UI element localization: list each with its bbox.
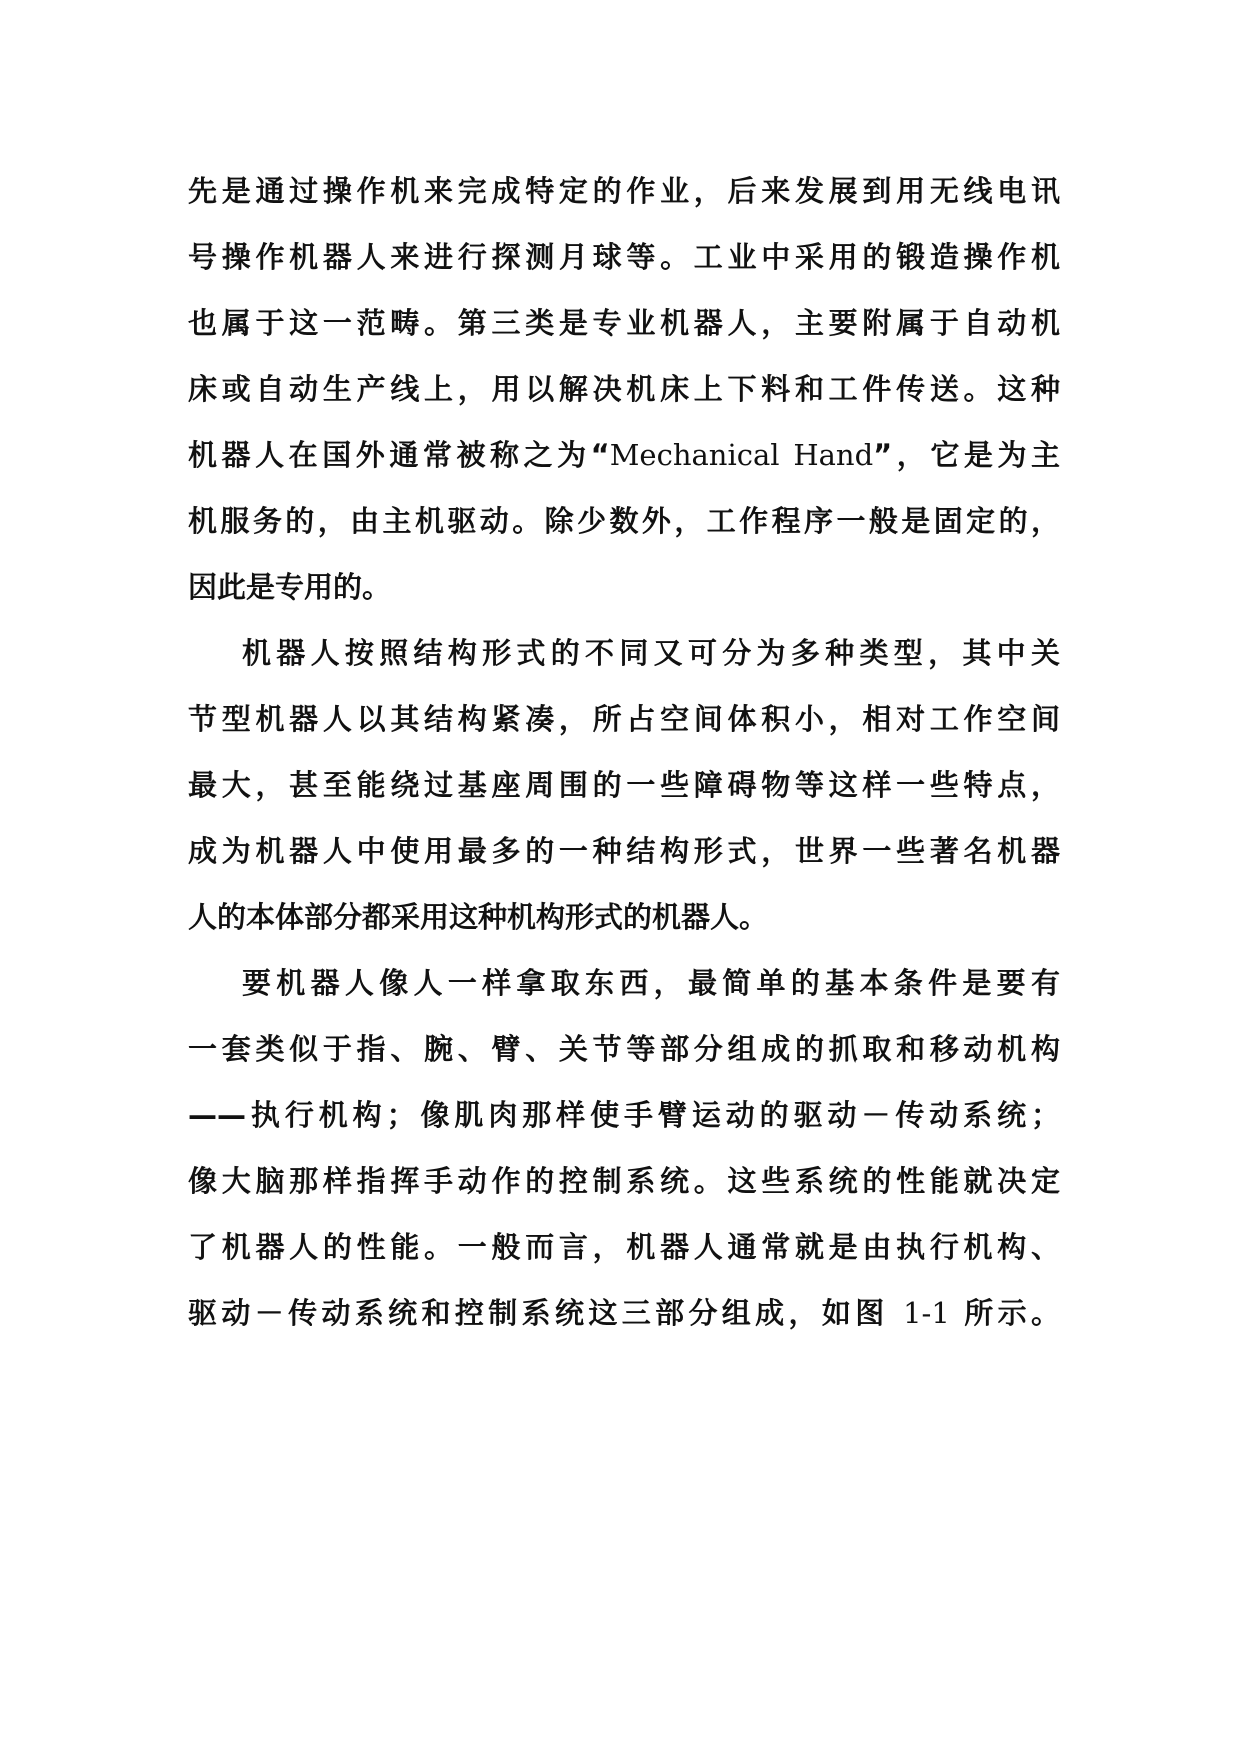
text-line: 也属于这一范畴。第三类是专业机器人，主要附属于自动机 <box>188 306 1060 340</box>
text-line: 机器人按照结构形式的不同又可分为多种类型，其中关 <box>242 636 1060 670</box>
text-segment: 机器人在国外通常被称之为“ <box>188 438 610 472</box>
text-line: 一套类似于指、腕、臂、关节等部分组成的抓取和移动机构 <box>188 1032 1060 1066</box>
text-line: 了机器人的性能。一般而言，机器人通常就是由执行机构、 <box>188 1230 1060 1264</box>
text-line: 机服务的，由主机驱动。除少数外，工作程序一般是固定的， <box>188 504 1060 538</box>
figure-reference: 1-1 <box>903 1296 950 1330</box>
latin-term: Mechanical Hand <box>609 438 874 472</box>
text-segment: 所示。 <box>949 1296 1060 1330</box>
text-line: 像大脑那样指挥手动作的控制系统。这些系统的性能就决定 <box>188 1164 1060 1198</box>
text-segment: ”，它是为主 <box>873 438 1060 472</box>
text-line: 节型机器人以其结构紧凑，所占空间体积小，相对工作空间 <box>188 702 1060 736</box>
text-line: 最大，甚至能绕过基座周围的一些障碍物等这样一些特点， <box>188 768 1060 802</box>
text-line: 成为机器人中使用最多的一种结构形式，世界一些著名机器 <box>188 834 1060 868</box>
text-line: 人的本体部分都采用这种机构形式的机器人。 <box>188 900 769 934</box>
text-line: 号操作机器人来进行探测月球等。工业中采用的锻造操作机 <box>188 240 1060 274</box>
text-line: 先是通过操作机来完成特定的作业，后来发展到用无线电讯 <box>188 174 1060 208</box>
text-line: 床或自动生产线上，用以解决机床上下料和工件传送。这种 <box>188 372 1060 406</box>
body-text <box>188 158 1060 1346</box>
text-line-figure-reference <box>188 1280 1060 1346</box>
text-line: 因此是专用的。 <box>188 570 392 604</box>
text-line-mechanical-hand <box>188 422 1060 488</box>
text-line: ——执行机构；像肌肉那样使手臂运动的驱动－传动系统； <box>188 1098 1060 1132</box>
text-segment: 驱动－传动系统和控制系统这三部分组成，如图 <box>188 1296 904 1330</box>
text-line: 要机器人像人一样拿取东西，最简单的基本条件是要有 <box>242 966 1060 1000</box>
